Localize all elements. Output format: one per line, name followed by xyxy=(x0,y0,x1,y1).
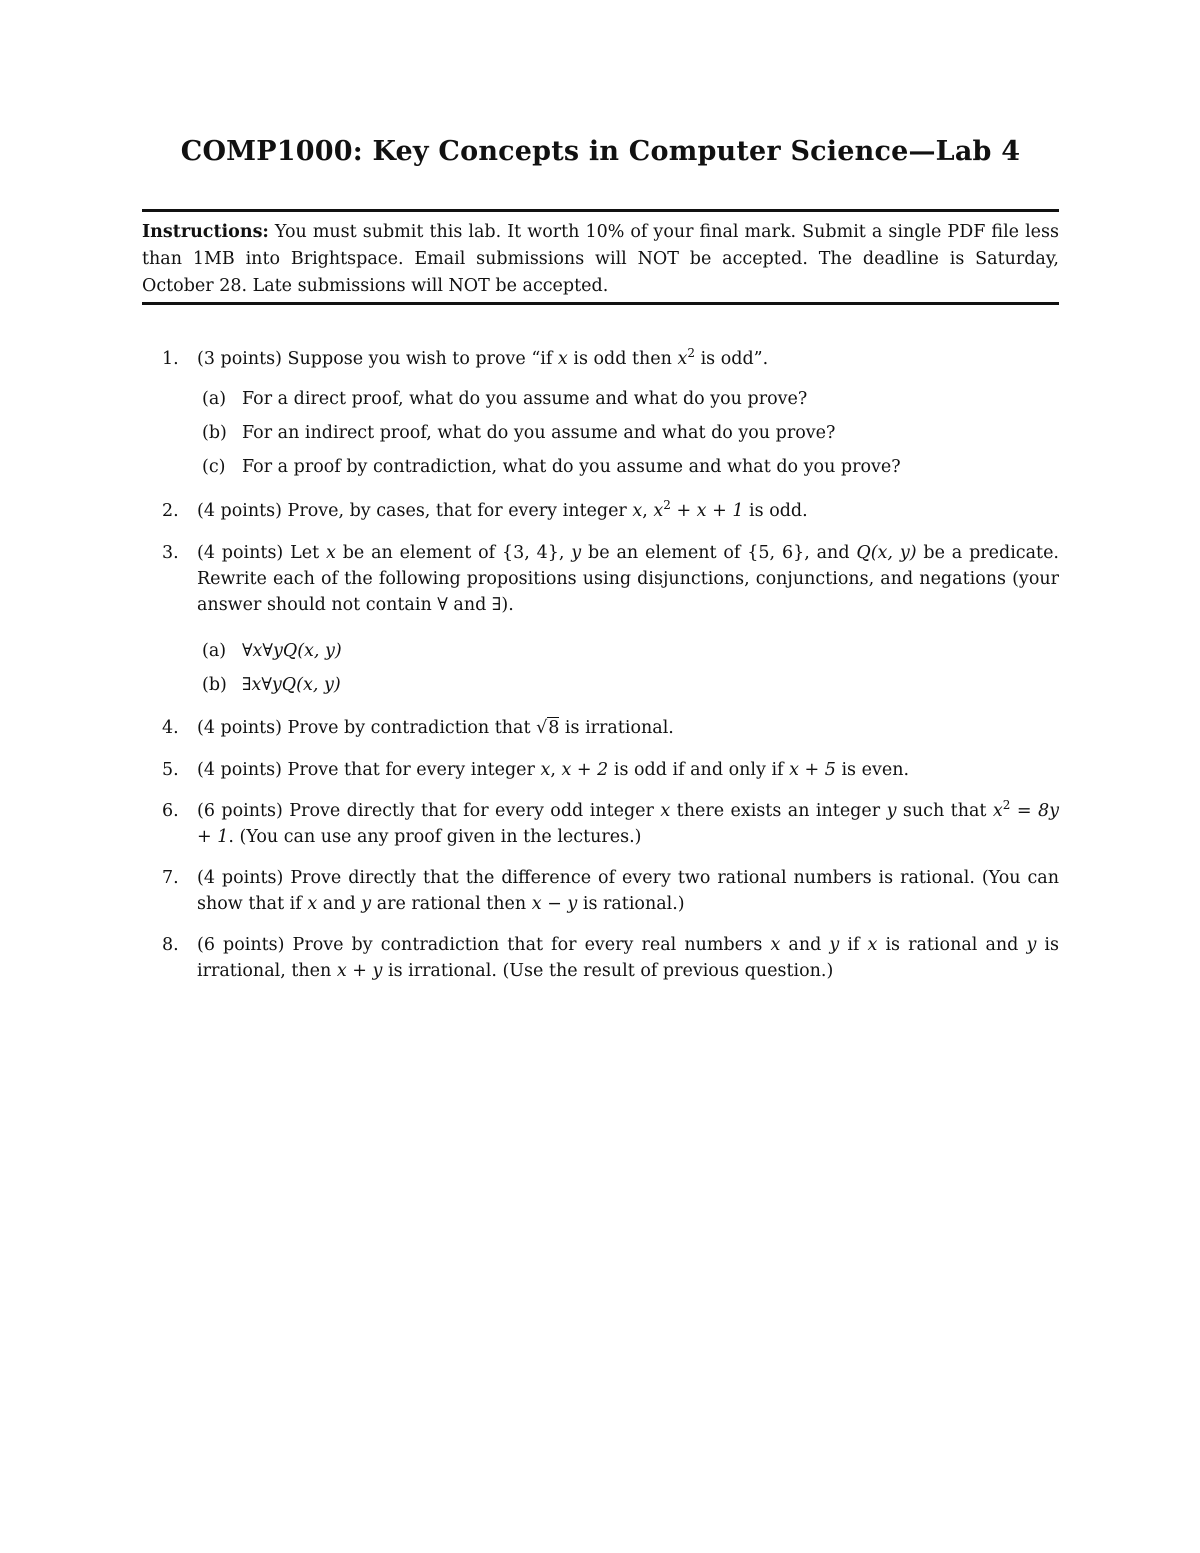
question-number: 5. xyxy=(162,760,179,780)
subquestion-text: For a proof by contradiction, what do you assume and what do you prove? xyxy=(242,457,901,477)
question-text: Prove that for every integer xyxy=(281,760,541,780)
math-expression: x + 2 xyxy=(561,760,609,780)
question-text: is rational.) xyxy=(577,894,685,914)
question-text: be an element of {3, 4}, xyxy=(335,543,572,563)
math-var: y xyxy=(829,935,840,955)
math-expression: x − y xyxy=(531,894,578,914)
top-rule xyxy=(142,209,1059,212)
question-text: , xyxy=(642,501,654,521)
subquestion-formula: ∃x∀yQ(x, y) xyxy=(242,675,341,695)
bottom-rule xyxy=(142,302,1059,305)
question-text: , xyxy=(550,760,562,780)
math-var: x xyxy=(540,760,551,780)
question-2 xyxy=(142,498,1059,524)
question-number: 6. xyxy=(162,801,179,821)
sqrt-argument: 8 xyxy=(548,718,560,738)
instructions-block xyxy=(142,219,1059,300)
question-text: if xyxy=(839,935,868,955)
math-expression: x + 5 xyxy=(789,760,836,780)
question-text: be an element of {5, 6}, and xyxy=(581,543,857,563)
question-text: is odd if and only if xyxy=(608,760,790,780)
math-exponent: 2 xyxy=(663,498,671,513)
math-var: x xyxy=(557,349,568,369)
subquestion-formula: ∀x∀yQ(x, y) xyxy=(242,641,342,661)
question-number: 2. xyxy=(162,501,179,521)
sqrt-symbol: √ xyxy=(536,718,548,738)
page-title: COMP1000: Key Concepts in Computer Science—Lab 4 xyxy=(180,136,1021,167)
math-exponent: 2 xyxy=(687,346,696,361)
question-6 xyxy=(142,798,1059,850)
subquestion-label: (b) xyxy=(202,423,227,443)
question-points: (4 points) xyxy=(197,543,284,563)
question-text: is irrational, then xyxy=(197,935,1059,981)
question-1 xyxy=(142,346,1059,372)
question-number: 8. xyxy=(162,935,179,955)
question-5 xyxy=(142,757,1059,783)
math-var: x xyxy=(992,801,1003,821)
question-text: is odd then xyxy=(567,349,678,369)
subquestion-text: For a direct proof, what do you assume and what do you prove? xyxy=(242,389,808,409)
subquestion-label: (b) xyxy=(202,675,227,695)
math-var: x xyxy=(325,543,336,563)
math-var: x xyxy=(770,935,781,955)
question-text: Prove, by cases, that for every integer xyxy=(281,501,633,521)
question-text: . (You can use any proof given in the lectures.) xyxy=(228,827,642,847)
question-number: 3. xyxy=(162,543,179,563)
question-text: and xyxy=(317,894,362,914)
subquestion-3b xyxy=(142,672,1059,698)
math-var: x xyxy=(867,935,878,955)
math-exponent: 2 xyxy=(1002,798,1011,813)
question-points: (4 points) xyxy=(197,501,282,521)
question-text: such that xyxy=(896,801,993,821)
math-var: x xyxy=(653,501,664,521)
question-text: is odd”. xyxy=(695,349,769,369)
subquestion-1b xyxy=(142,420,1059,446)
question-text: Suppose you wish to prove “if xyxy=(281,349,558,369)
question-text: is irrational. xyxy=(559,718,674,738)
question-points: (4 points) xyxy=(197,760,282,780)
subquestion-3a xyxy=(142,638,1059,664)
question-text: are rational then xyxy=(371,894,532,914)
question-text: is irrational. (Use the result of previous question.) xyxy=(382,961,834,981)
question-points: (3 points) xyxy=(197,349,282,369)
question-points: (4 points) xyxy=(197,718,282,738)
subquestion-label: (c) xyxy=(202,457,226,477)
question-number: 1. xyxy=(162,349,179,369)
math-var: y xyxy=(571,543,582,563)
subquestion-1a xyxy=(142,386,1059,412)
question-number: 4. xyxy=(162,718,179,738)
question-text: Prove by contradiction that for every real numbers xyxy=(284,935,771,955)
question-text: Prove by contradiction that xyxy=(281,718,537,738)
math-var: x xyxy=(660,801,671,821)
math-expression: + x + 1 xyxy=(670,501,744,521)
subquestion-label: (a) xyxy=(202,389,227,409)
question-3 xyxy=(142,540,1059,618)
question-7 xyxy=(142,865,1059,917)
question-points: (6 points) xyxy=(197,935,285,955)
question-text: Prove directly that the difference of every two rational numbers is rational. (You can show that if xyxy=(197,868,1059,914)
math-expression: Q(x, y) xyxy=(856,543,917,563)
instructions-text: You must submit this lab. It worth 10% of your final mark. Submit a single PDF file less than 1MB into Brightspace. Email submissions will NOT be accepted. The deadline is Saturday, October 28. Late submissions will NOT be accepted. xyxy=(142,222,1059,296)
question-points: (4 points) xyxy=(197,868,284,888)
math-var: y xyxy=(1026,935,1037,955)
subquestion-label: (a) xyxy=(202,641,227,661)
subquestion-1c xyxy=(142,454,1059,480)
math-var: y xyxy=(886,801,897,821)
math-var: x xyxy=(307,894,318,914)
instructions-label: Instructions: xyxy=(142,222,269,242)
question-text: is odd. xyxy=(743,501,808,521)
subquestion-text: For an indirect proof, what do you assume and what do you prove? xyxy=(242,423,836,443)
question-text: is rational and xyxy=(877,935,1027,955)
math-expression: = 8y + 1 xyxy=(197,801,1060,847)
question-number: 7. xyxy=(162,868,179,888)
question-points: (6 points) xyxy=(197,801,283,821)
question-text: be a predicate. Rewrite each of the following propositions using disjunctions, conjunctions, and negations (your answer should not contain ∀ and ∃). xyxy=(197,543,1059,615)
question-text: there exists an integer xyxy=(670,801,887,821)
math-var: x xyxy=(677,349,688,369)
question-4 xyxy=(142,715,1059,741)
question-text: Prove directly that for every odd integer xyxy=(282,801,661,821)
math-expression: x + y xyxy=(336,961,383,981)
math-var: x xyxy=(632,501,643,521)
question-text: and xyxy=(780,935,830,955)
question-text: Let xyxy=(283,543,326,563)
question-text: is even. xyxy=(835,760,910,780)
question-list xyxy=(142,346,1059,984)
question-8 xyxy=(142,932,1059,984)
math-var: y xyxy=(361,894,372,914)
